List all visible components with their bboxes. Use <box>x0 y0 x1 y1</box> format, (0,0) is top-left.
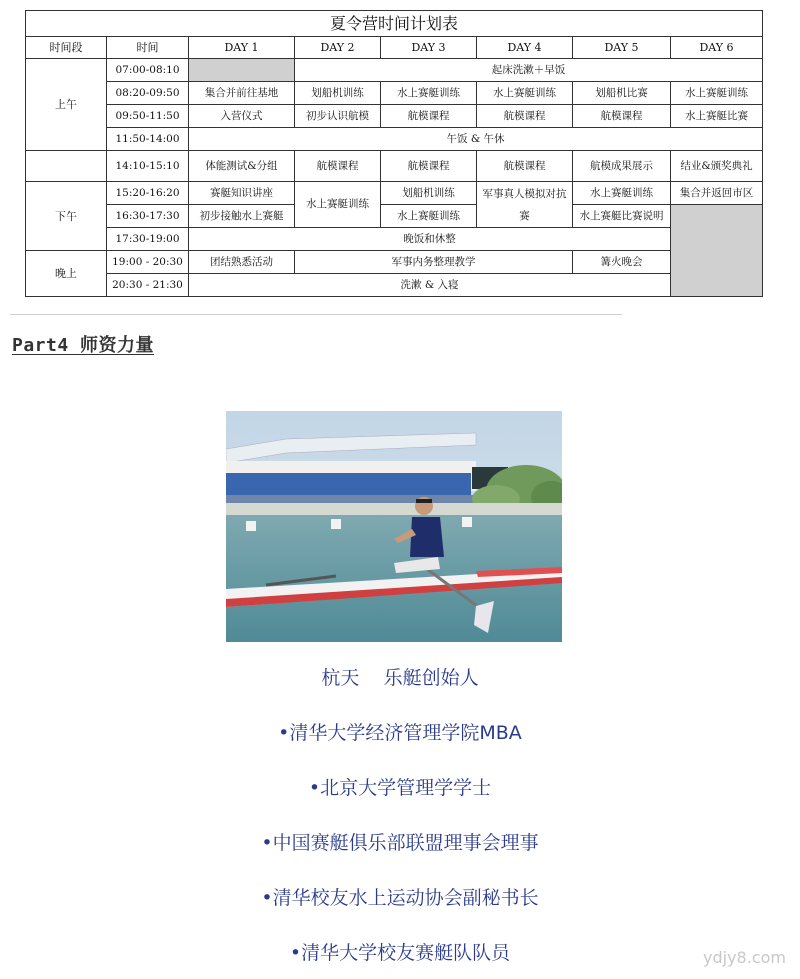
merged-activity-cell: 起床洗漱＋早饭 <box>295 59 763 82</box>
period-morning: 上午 <box>26 59 107 151</box>
activity-cell: 水上赛艇比赛 <box>671 105 763 128</box>
header-day2: DAY 2 <box>295 37 381 59</box>
time-cell: 08:20-09:50 <box>107 82 189 105</box>
table-row <box>26 59 763 82</box>
time-cell: 07:00-08:10 <box>107 59 189 82</box>
section-title: Part4 师资力量 <box>12 335 155 356</box>
time-cell: 15:20-16:20 <box>107 182 189 205</box>
activity-cell: 航模课程 <box>477 151 573 182</box>
activity-cell: 航模课程 <box>477 105 573 128</box>
table-row <box>26 182 763 205</box>
activity-cell: 航模课程 <box>381 105 477 128</box>
time-cell: 17:30-19:00 <box>107 228 189 251</box>
period-evening: 晚上 <box>26 251 107 297</box>
period-blank-cell <box>26 151 107 182</box>
header-period: 时间段 <box>26 37 107 59</box>
time-cell: 16:30-17:30 <box>107 205 189 228</box>
activity-cell: 水上赛艇训练 <box>381 205 477 228</box>
time-cell: 20:30 - 21:30 <box>107 274 189 297</box>
activity-cell: 航模课程 <box>295 151 381 182</box>
header-time: 时间 <box>107 37 189 59</box>
table-row <box>26 105 763 128</box>
activity-cell: 划船机训练 <box>295 82 381 105</box>
header-day5: DAY 5 <box>573 37 671 59</box>
bio-item: •中国赛艇俱乐部联盟理事会理事 <box>261 832 539 854</box>
activity-cell: 航模课程 <box>573 105 671 128</box>
activity-cell: 水上赛艇训练 <box>295 182 381 228</box>
empty-gray-cell <box>671 205 763 297</box>
activity-cell: 水上赛艇训练 <box>573 182 671 205</box>
activity-cell: 结业&颁奖典礼 <box>671 151 763 182</box>
activity-cell: 初步认识航模 <box>295 105 381 128</box>
activity-cell: 团结熟悉活动 <box>189 251 295 274</box>
activity-cell: 航模成果展示 <box>573 151 671 182</box>
period-afternoon: 下午 <box>26 182 107 251</box>
activity-cell: 水上赛艇训练 <box>477 82 573 105</box>
activity-cell: 赛艇知识讲座 <box>189 182 295 205</box>
activity-cell: 水上赛艇比赛说明 <box>573 205 671 228</box>
schedule-table <box>25 10 763 297</box>
activity-cell: 水上赛艇训练 <box>381 82 477 105</box>
activity-cell: 体能测试&分组 <box>189 151 295 182</box>
table-row <box>26 151 763 182</box>
bio-item: •清华大学经济管理学院MBA <box>278 722 522 744</box>
activity-cell: 军事真人模拟对抗赛 <box>477 182 573 228</box>
founder-rowing-photo <box>226 411 562 642</box>
table-row <box>26 205 763 228</box>
activity-cell: 划船机比赛 <box>573 82 671 105</box>
activity-cell: 集合并返回市区 <box>671 182 763 205</box>
header-day4: DAY 4 <box>477 37 573 59</box>
activity-cell: 入营仪式 <box>189 105 295 128</box>
table-row <box>26 274 763 297</box>
schedule-header-row <box>26 37 763 59</box>
time-cell: 14:10-15:10 <box>107 151 189 182</box>
merged-activity-cell: 午饭 & 午休 <box>189 128 763 151</box>
schedule-title: 夏令营时间计划表 <box>26 11 763 37</box>
header-day1: DAY 1 <box>189 37 295 59</box>
table-row <box>26 251 763 274</box>
header-day3: DAY 3 <box>381 37 477 59</box>
time-cell: 19:00 - 20:30 <box>107 251 189 274</box>
section-divider <box>10 314 622 315</box>
activity-cell: 集合并前往基地 <box>189 82 295 105</box>
watermark: ydjy8.com <box>703 948 786 967</box>
table-row <box>26 128 763 151</box>
merged-activity-cell: 洗漱 & 入寝 <box>189 274 671 297</box>
table-row <box>26 228 763 251</box>
activity-cell: 航模课程 <box>381 151 477 182</box>
header-day6: DAY 6 <box>671 37 763 59</box>
activity-cell: 篝火晚会 <box>573 251 671 274</box>
bio-name-line: 杭天 乐艇创始人 <box>321 667 479 689</box>
bio-item: •北京大学管理学学士 <box>308 777 492 799</box>
rowing-photo-illustration <box>226 411 562 642</box>
table-row <box>26 82 763 105</box>
bio-item: •清华大学校友赛艇队队员 <box>289 942 511 964</box>
merged-activity-cell: 晚饭和休整 <box>189 228 671 251</box>
activity-cell: 划船机训练 <box>381 182 477 205</box>
bio-item: •清华校友水上运动协会副秘书长 <box>261 887 539 909</box>
activity-cell: 水上赛艇训练 <box>671 82 763 105</box>
empty-gray-cell <box>189 59 295 82</box>
activity-cell: 初步接触水上赛艇 <box>189 205 295 228</box>
merged-activity-cell: 军事内务整理教学 <box>295 251 573 274</box>
time-cell: 09:50-11:50 <box>107 105 189 128</box>
time-cell: 11:50-14:00 <box>107 128 189 151</box>
